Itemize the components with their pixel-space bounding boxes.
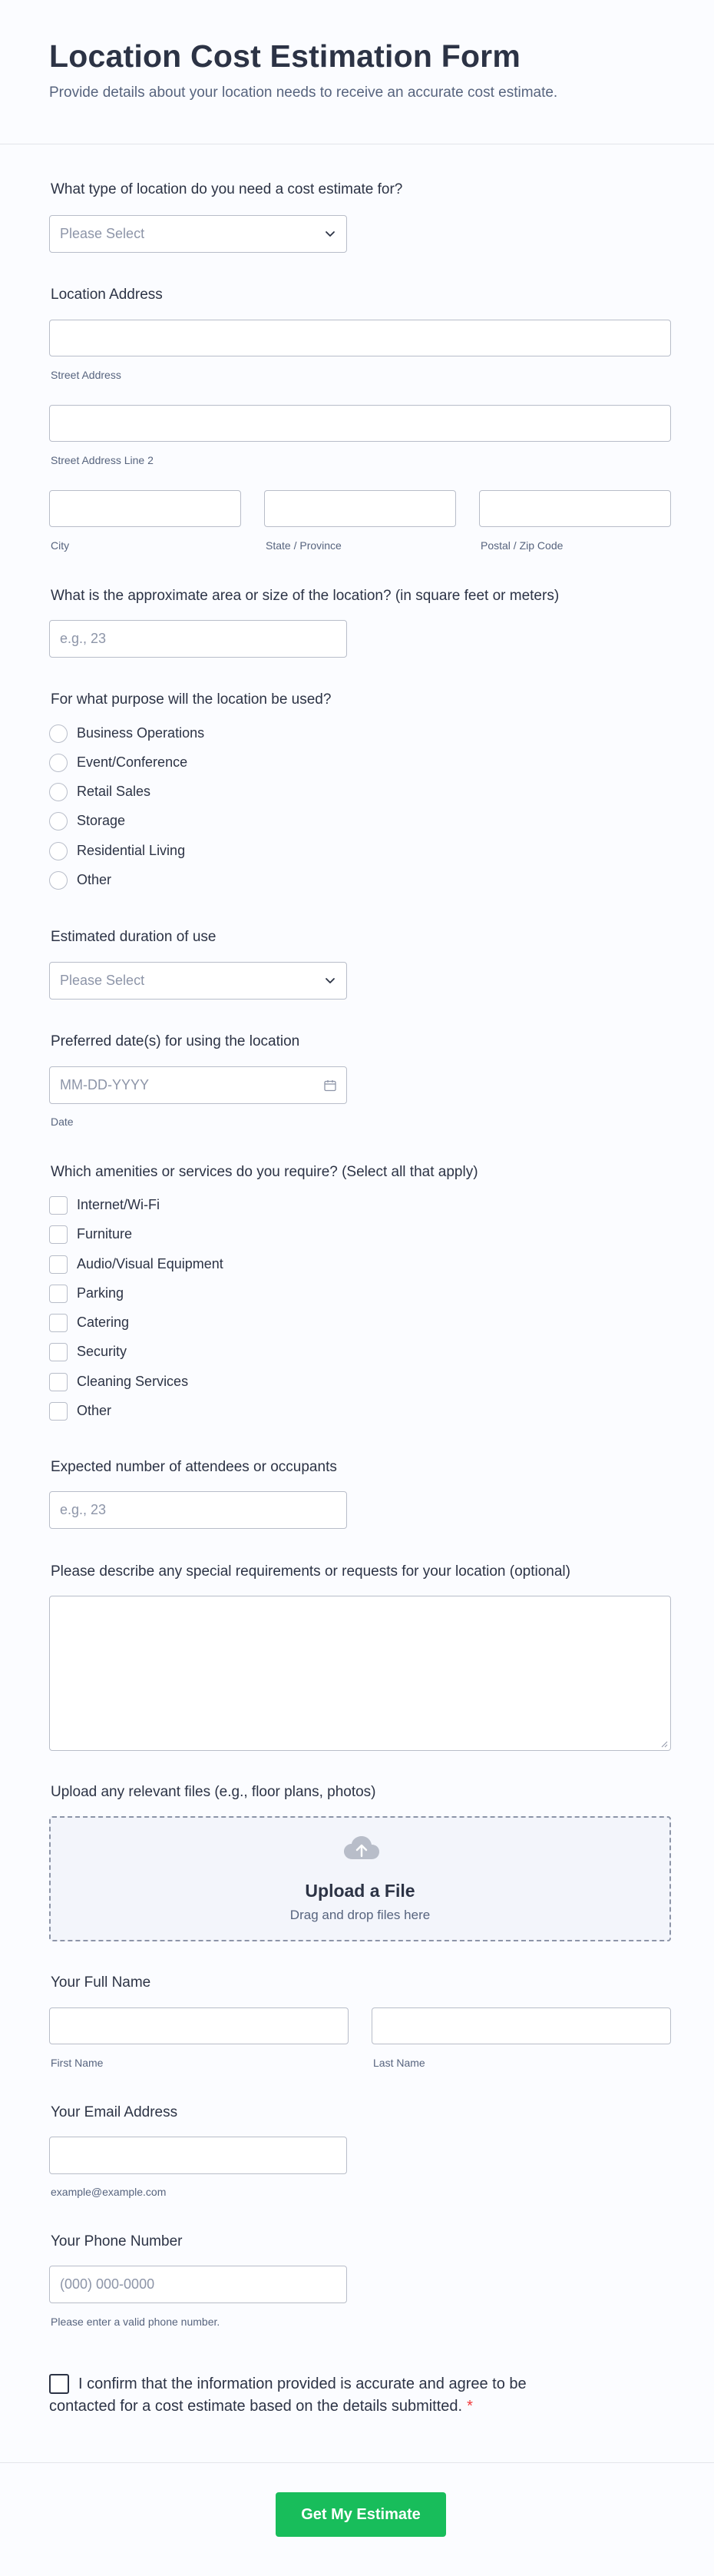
phone-placeholder: (000) 000-0000	[60, 2276, 155, 2292]
dates-label: Preferred date(s) for using the location	[51, 1033, 300, 1049]
radio-button[interactable]	[49, 783, 68, 801]
duration-select[interactable]	[49, 962, 347, 1000]
page-subtitle: Provide details about your location needs to receive an accurate cost estimate.	[49, 85, 558, 101]
amenity-option-label: Furniture	[77, 1226, 133, 1242]
email-sublabel: example@example.com	[51, 2186, 167, 2198]
get-estimate-button[interactable]: Get My Estimate	[276, 2492, 446, 2537]
location-type-label: What type of location do you need a cost estimate for?	[51, 181, 403, 197]
attendees-input[interactable]	[49, 1491, 347, 1529]
cloud-upload-icon	[342, 1835, 381, 1862]
amenity-option-label: Audio/Visual Equipment	[77, 1256, 223, 1271]
first-name-sublabel: First Name	[51, 2057, 104, 2069]
amenity-option-label: Catering	[77, 1315, 130, 1330]
checkbox[interactable]	[49, 1402, 68, 1421]
street-address-input[interactable]	[49, 320, 671, 356]
phone-input[interactable]	[49, 2266, 347, 2303]
state-sublabel: State / Province	[266, 539, 342, 552]
purpose-option-label: Storage	[77, 813, 126, 828]
radio-button[interactable]	[49, 754, 68, 772]
requirements-textarea[interactable]	[49, 1596, 671, 1751]
city-sublabel: City	[51, 539, 70, 552]
state-input[interactable]	[264, 490, 456, 527]
street-address-sublabel: Street Address	[51, 369, 121, 381]
purpose-label: For what purpose will the location be used?	[51, 691, 332, 708]
address-label: Location Address	[51, 287, 163, 303]
date-sublabel: Date	[51, 1116, 74, 1128]
full-name-label: Your Full Name	[51, 1974, 151, 1991]
city-input[interactable]	[49, 490, 241, 527]
checkbox[interactable]	[49, 1255, 68, 1274]
email-label: Your Email Address	[51, 2104, 178, 2120]
area-placeholder: e.g., 23	[60, 631, 107, 646]
duration-placeholder: Please Select	[60, 973, 145, 988]
upload-label: Upload any relevant files (e.g., floor plans, photos)	[51, 1784, 376, 1800]
radio-button[interactable]	[49, 812, 68, 830]
page-title: Location Cost Estimation Form	[49, 38, 521, 74]
amenity-option-label: Cleaning Services	[77, 1374, 189, 1389]
upload-subtitle: Drag and drop files here	[289, 1908, 431, 1922]
radio-button[interactable]	[49, 842, 68, 860]
radio-button[interactable]	[49, 871, 68, 890]
form-header	[0, 0, 714, 144]
requirements-label: Please describe any special requirements or requests for your location (optional)	[51, 1563, 570, 1580]
purpose-option-label: Business Operations	[77, 725, 205, 741]
purpose-option-label: Retail Sales	[77, 784, 151, 799]
phone-sublabel: Please enter a valid phone number.	[51, 2316, 220, 2328]
checkbox[interactable]	[49, 1285, 68, 1303]
last-name-sublabel: Last Name	[373, 2057, 425, 2069]
postal-code-sublabel: Postal / Zip Code	[481, 539, 564, 552]
radio-button[interactable]	[49, 724, 68, 743]
duration-label: Estimated duration of use	[51, 929, 217, 945]
location-type-select[interactable]	[49, 215, 347, 253]
amenities-label: Which amenities or services do you require? (Select all that apply)	[51, 1164, 478, 1180]
purpose-option-label: Other	[77, 872, 112, 887]
date-placeholder: MM-DD-YYYY	[60, 1077, 149, 1092]
checkbox[interactable]	[49, 1373, 68, 1391]
purpose-option-label: Residential Living	[77, 843, 186, 858]
amenity-option-label: Security	[77, 1344, 127, 1359]
consent-text	[49, 2373, 587, 2418]
first-name-input[interactable]	[49, 2007, 349, 2044]
checkbox[interactable]	[49, 1225, 68, 1244]
last-name-input[interactable]	[372, 2007, 671, 2044]
postal-code-input[interactable]	[479, 490, 671, 527]
checkbox[interactable]	[49, 1196, 68, 1215]
date-input[interactable]	[49, 1066, 347, 1104]
footer-divider	[0, 2462, 714, 2463]
purpose-option-label: Event/Conference	[77, 754, 188, 770]
attendees-label: Expected number of attendees or occupants	[51, 1459, 337, 1475]
email-field[interactable]	[49, 2137, 347, 2174]
location-type-placeholder: Please Select	[60, 226, 145, 241]
checkbox[interactable]	[49, 1314, 68, 1332]
checkbox[interactable]	[49, 1343, 68, 1361]
amenity-option-label: Other	[77, 1403, 112, 1418]
area-input[interactable]	[49, 620, 347, 658]
area-label: What is the approximate area or size of the location? (in square feet or meters)	[51, 588, 560, 604]
file-upload-dropzone[interactable]	[49, 1816, 671, 1941]
upload-title: Upload a File	[305, 1881, 415, 1901]
street-address-2-sublabel: Street Address Line 2	[51, 454, 154, 466]
chevron-down-icon	[323, 227, 337, 240]
attendees-placeholder: e.g., 23	[60, 1502, 107, 1517]
phone-label: Your Phone Number	[51, 2233, 183, 2249]
street-address-2-input[interactable]	[49, 405, 671, 442]
consent-label: I confirm that the information provided is accurate and agree to be contacted for a cost estimate based on the details submitted.	[49, 2375, 527, 2415]
calendar-icon[interactable]	[323, 1079, 337, 1092]
resize-handle-icon[interactable]	[660, 1740, 668, 1748]
amenity-option-label: Internet/Wi-Fi	[77, 1197, 160, 1212]
required-mark: *	[467, 2398, 473, 2415]
chevron-down-icon	[323, 973, 337, 987]
amenity-option-label: Parking	[77, 1285, 124, 1301]
